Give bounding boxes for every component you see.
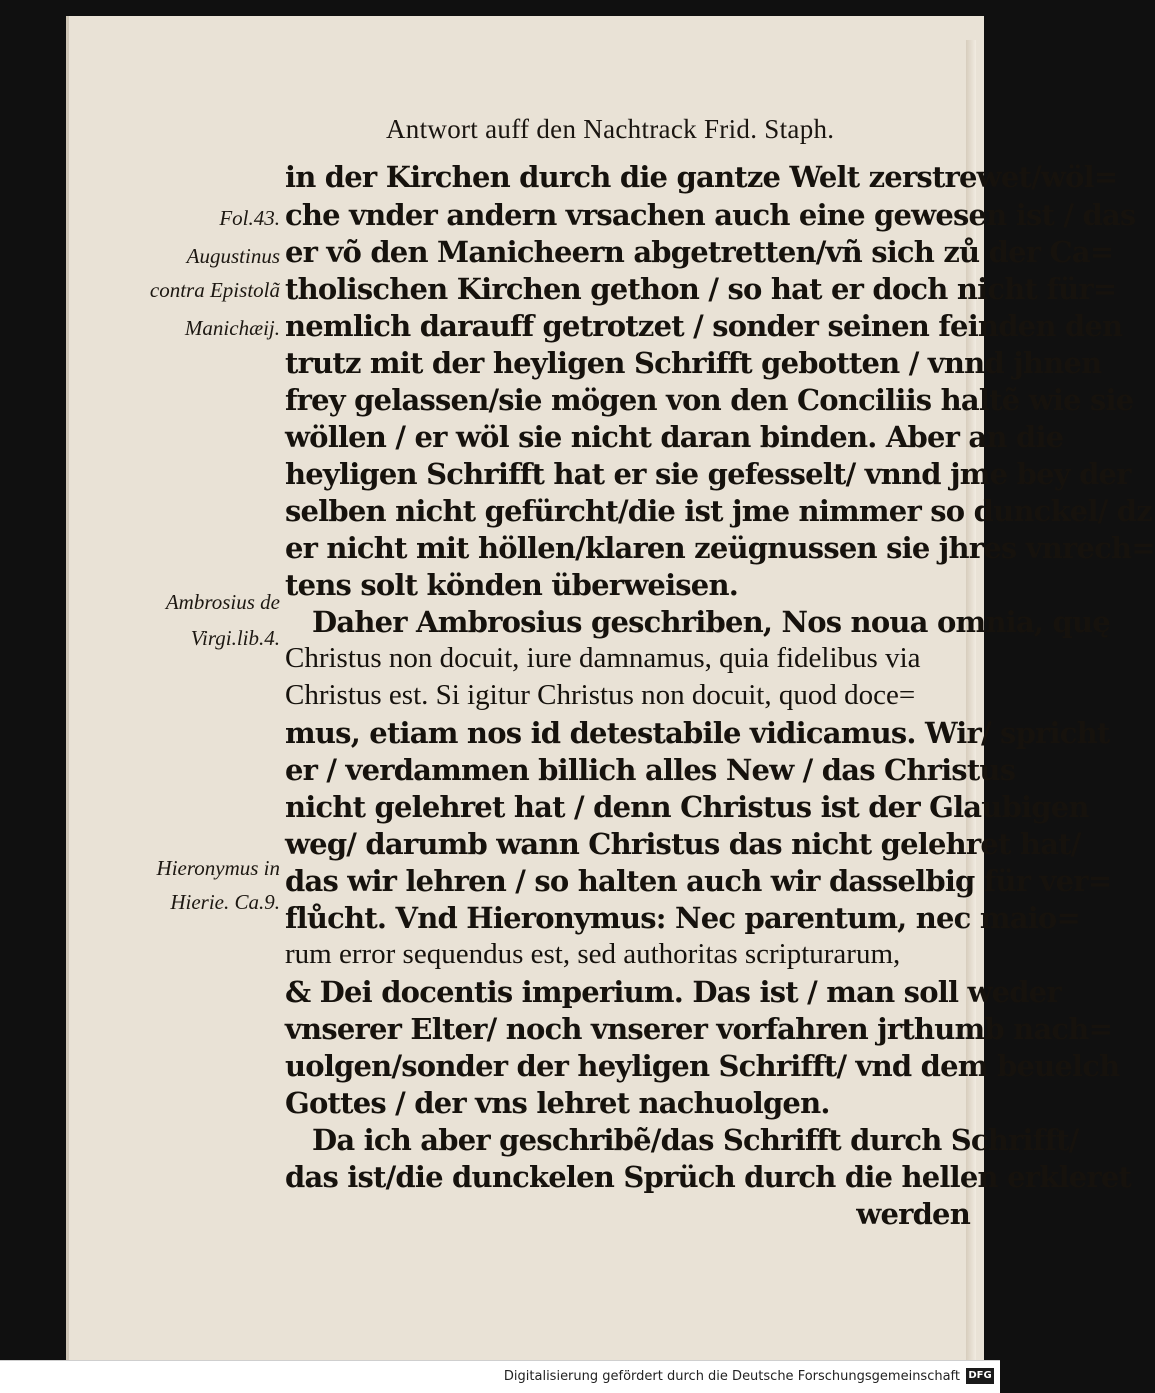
text-line: das ist/die dunckelen Sprüch durch die hellen erkleret bbox=[285, 1160, 1132, 1194]
marginal-note: Ambrosius de bbox=[165, 590, 280, 614]
text-line: Christus est. Si igitur Christus non docuit, quod doce= bbox=[285, 679, 916, 711]
text-line: vnserer Elter/ noch vnserer vorfahren jrthumb nach= bbox=[285, 1012, 1113, 1046]
text-line: & Dei docentis imperium. Das ist / man soll weder bbox=[285, 975, 1061, 1009]
text-line: che vnder andern vrsachen auch eine gewesen ist / das bbox=[285, 198, 1136, 232]
text-line: mus, etiam nos id detestabile vidicamus. Wir/ spricht bbox=[285, 716, 1110, 750]
text-line: er võ den Manicheern abgetretten/vñ sich zů der Ca= bbox=[285, 235, 1114, 269]
text-line: in der Kirchen durch die gantze Welt zerstrewet/wöl= bbox=[285, 160, 1118, 194]
footer-bar bbox=[0, 1360, 1000, 1393]
text-line: flůcht. Vnd Hieronymus: Nec parentum, nec maio= bbox=[285, 901, 1080, 935]
text-line: er nicht mit höllen/klaren zeügnussen sie jhres vnrech= bbox=[285, 531, 1155, 565]
text-line: heyligen Schrifft hat er sie gefesselt/ vnnd jme bey der bbox=[285, 457, 1131, 491]
text-line: wöllen / er wöl sie nicht daran binden. Aber an die bbox=[285, 420, 1064, 454]
funding-notice: Digitalisierung gefördert durch die Deutsche Forschungsgemeinschaft bbox=[503, 1369, 960, 1384]
text-line: selben nicht gefürcht/die ist jme nimmer so dunckel/ dz bbox=[285, 494, 1152, 528]
text-line: nicht gelehret hat / denn Christus ist der Glaubigen bbox=[285, 790, 1089, 824]
text-line: trutz mit der heyligen Schrifft gebotten / vnnd jhnen bbox=[285, 346, 1102, 380]
marginal-note: Fol.43. bbox=[219, 206, 280, 230]
dfg-logo: DFG bbox=[966, 1368, 994, 1384]
text-line: tholischen Kirchen gethon / so hat er doch nicht für= bbox=[285, 272, 1117, 306]
marginal-note: Hieronymus in bbox=[156, 856, 280, 880]
marginal-note: Augustinus bbox=[186, 244, 280, 268]
text-line: Gottes / der vns lehret nachuolgen. bbox=[285, 1086, 830, 1120]
text-line: tens solt könden überweisen. bbox=[285, 568, 739, 602]
marginal-note: Manichæij. bbox=[184, 316, 280, 340]
text-line: das wir lehren / so halten auch wir dasselbig für ver= bbox=[285, 864, 1112, 898]
text-line: rum error sequendus est, sed authoritas scripturarum, bbox=[285, 938, 901, 970]
text-line: nemlich darauff getrotzet / sonder seinen feinden den bbox=[285, 309, 1123, 343]
text-line: frey gelassen/sie mögen von den Conciliis haltẽ wie sie bbox=[285, 383, 1134, 417]
text-line: Christus non docuit, iure damnamus, quia fidelibus via bbox=[285, 642, 921, 674]
text-line: er / verdammen billich alles New / das Christus bbox=[285, 753, 1016, 787]
marginal-note: Virgi.lib.4. bbox=[190, 626, 280, 650]
text-line: Daher Ambrosius geschriben, Nos noua omnia, quę bbox=[312, 605, 1110, 639]
marginal-note: contra Epistolã bbox=[149, 278, 280, 302]
text-line: uolgen/sonder der heyligen Schrifft/ vnd dem beuelch bbox=[285, 1049, 1120, 1083]
text-line: Da ich aber geschribẽ/das Schrifft durch Schrifft/ bbox=[312, 1123, 1079, 1157]
catchword: werden bbox=[856, 1197, 970, 1231]
marginal-note: Hierie. Ca.9. bbox=[170, 890, 280, 914]
running-header: Antwort auff den Nachtrack Frid. Staph. bbox=[386, 114, 835, 144]
text-line: weg/ darumb wann Christus das nicht gelehret hat/ bbox=[285, 827, 1081, 861]
